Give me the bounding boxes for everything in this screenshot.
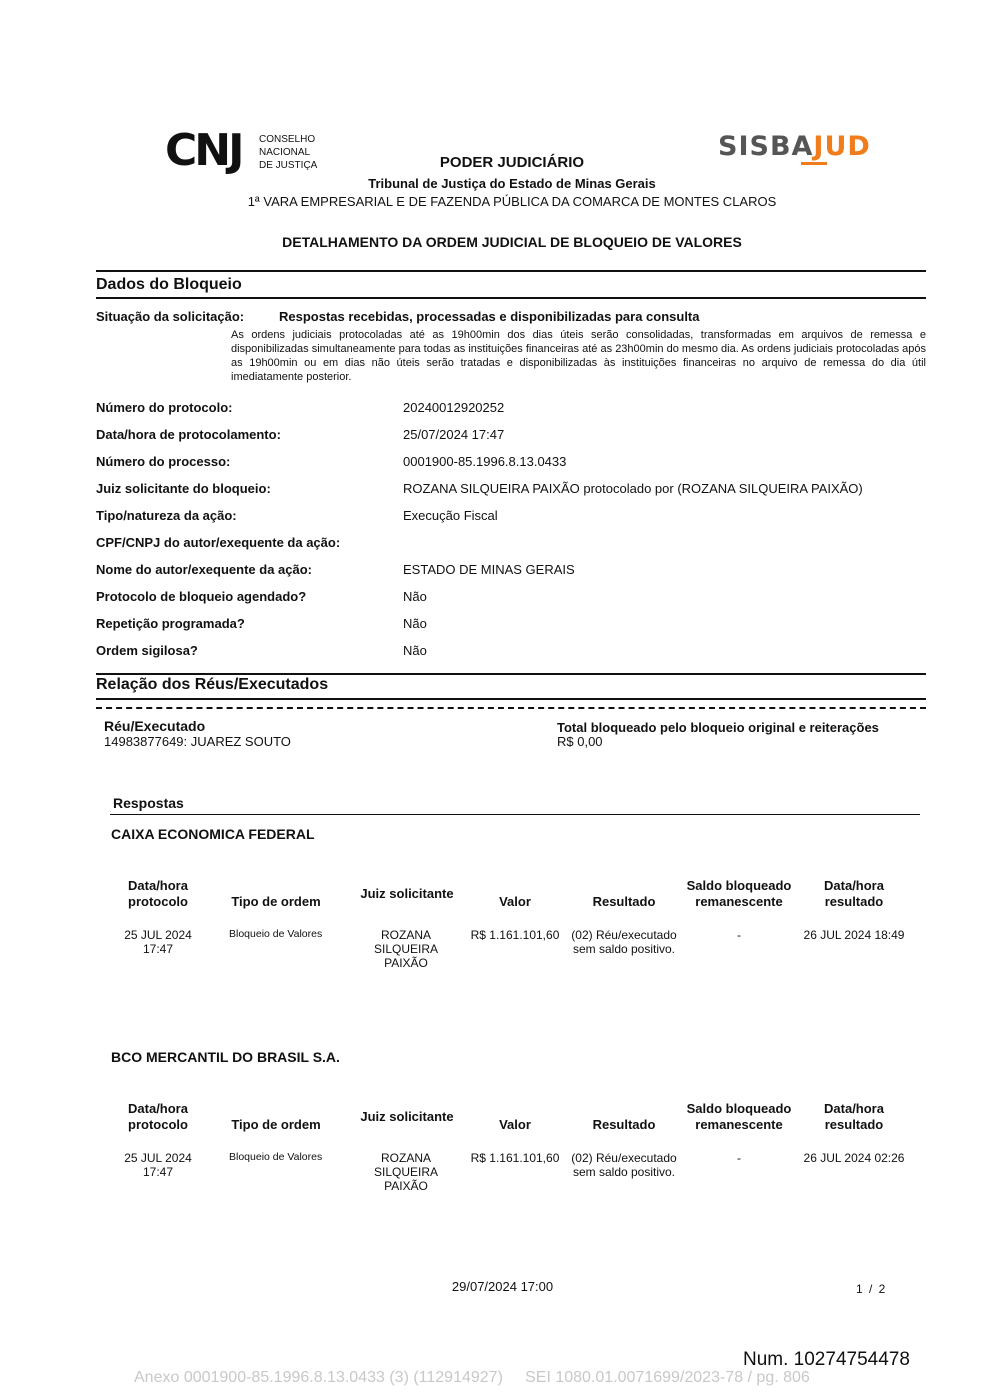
section-rule-top xyxy=(96,270,926,272)
field-value: ROZANA SILQUEIRA PAIXÃO protocolado por (ROZANA SILQUEIRA PAIXÃO) xyxy=(403,481,863,496)
document-number: Num. 10274754478 xyxy=(743,1349,910,1370)
field-value: Não xyxy=(403,589,427,604)
vara-heading: 1ª VARA EMPRESARIAL E DE FAZENDA PÚBLICA DA COMARCA DE MONTES CLAROS xyxy=(247,194,777,209)
cell-line: 17:47 xyxy=(142,1165,174,1179)
section-rule-bottom xyxy=(96,297,926,299)
cell-data-resultado: 26 JUL 2024 02:26 xyxy=(803,1151,905,1165)
col-header-tipo: Tipo de ordem xyxy=(231,894,321,909)
field-label: Protocolo de bloqueio agendado? xyxy=(96,589,307,604)
cell-line: 25 JUL 2024 xyxy=(124,1151,192,1165)
cell-tipo: Bloqueio de Valores xyxy=(229,1151,323,1163)
col-header-data-resultado xyxy=(800,1101,908,1133)
cell-line: 25 JUL 2024 xyxy=(124,928,192,942)
page-number: 1 / 2 xyxy=(856,1282,886,1296)
cell-tipo: Bloqueio de Valores xyxy=(229,928,323,940)
col-header-line: remanescente xyxy=(695,894,783,909)
cell-line: PAIXÃO xyxy=(384,1179,428,1193)
bank-name: BCO MERCANTIL DO BRASIL S.A. xyxy=(111,1049,340,1065)
cell-saldo: - xyxy=(737,1151,741,1165)
cell-line: PAIXÃO xyxy=(384,956,428,970)
cnj-mark: CNJ xyxy=(165,125,242,176)
bank-name: CAIXA ECONOMICA FEDERAL xyxy=(111,826,315,842)
reu-value: 14983877649: JUAREZ SOUTO xyxy=(104,734,291,749)
col-header-line: protocolo xyxy=(128,1117,188,1132)
field-value: 0001900-85.1996.8.13.0433 xyxy=(403,454,567,469)
sisbajud-logo-part-1: SISBA xyxy=(718,131,814,162)
field-label: Repetição programada? xyxy=(96,616,245,631)
field-value: 20240012920252 xyxy=(403,400,505,415)
cell-valor: R$ 1.161.101,60 xyxy=(470,1151,560,1165)
col-header-line: Data/hora xyxy=(824,1101,884,1116)
cnj-line-2: NACIONAL xyxy=(259,147,311,158)
col-header-line: protocolo xyxy=(128,894,188,909)
col-header-line: remanescente xyxy=(695,1117,783,1132)
respostas-title: Respostas xyxy=(113,795,184,811)
col-header-resultado: Resultado xyxy=(592,1117,656,1132)
cell-line: SILQUEIRA xyxy=(373,942,439,956)
col-header-line: resultado xyxy=(824,1117,884,1132)
cell-line: ROZANA xyxy=(380,928,431,942)
col-header-valor: Valor xyxy=(499,894,531,909)
col-header-saldo xyxy=(679,878,799,910)
col-header-saldo xyxy=(679,1101,799,1133)
cell-juiz xyxy=(356,1151,456,1193)
col-header-resultado: Resultado xyxy=(592,894,656,909)
reus-rule-bottom xyxy=(96,698,926,700)
cell-line: ROZANA xyxy=(380,1151,431,1165)
cell-line: (02) Réu/executado xyxy=(571,928,677,942)
situacao-note: As ordens judiciais protocoladas até as 19h00min dos dias úteis serão consolidadas, transformadas em arquivos de remessa e disponibilizadas simultaneamente para todas as instituições financeiras até as 23h00min do mesmo dia. As ordens judiciais protocoladas após as 19h00min ou em dias não úteis serão tratadas e disponibilizadas às instituições financeiras no arquivo de remessa do dia útil imediatamente posterior. xyxy=(231,329,926,383)
footer-datetime: 29/07/2024 17:00 xyxy=(451,1279,554,1294)
field-value: ESTADO DE MINAS GERAIS xyxy=(403,562,575,577)
field-label: Nome do autor/exequente da ação: xyxy=(96,562,312,577)
cell-juiz xyxy=(356,928,456,970)
cell-data-resultado: 26 JUL 2024 18:49 xyxy=(803,928,905,942)
respostas-rule xyxy=(110,814,920,815)
col-header-line: Data/hora xyxy=(824,878,884,893)
col-header-valor: Valor xyxy=(499,1117,531,1132)
field-label: Número do protocolo: xyxy=(96,400,233,415)
cell-line: 17:47 xyxy=(142,942,174,956)
cell-resultado xyxy=(564,1151,684,1179)
situacao-value: Respostas recebidas, processadas e disponibilizadas para consulta xyxy=(279,309,700,324)
cell-saldo: - xyxy=(737,928,741,942)
col-header-juiz: Juiz solicitante xyxy=(360,886,454,901)
col-header-line: resultado xyxy=(824,894,884,909)
tribunal-heading: Tribunal de Justiça do Estado de Minas Gerais xyxy=(368,176,656,191)
field-value: Execução Fiscal xyxy=(403,508,498,523)
dados-section-title: Dados do Bloqueio xyxy=(96,276,242,293)
reus-section-title: Relação dos Réus/Executados xyxy=(96,676,329,693)
document-title: DETALHAMENTO DA ORDEM JUDICIAL DE BLOQUEIO DE VALORES xyxy=(282,234,742,250)
reu-header: Réu/Executado xyxy=(104,718,206,734)
reus-dashed-divider xyxy=(96,707,926,709)
anexo-watermark: Anexo 0001900-85.1996.8.13.0433 (3) (112914927) SEI 1080.01.0071699/2023-78 / pg. 806 xyxy=(134,1369,810,1386)
field-value: 25/07/2024 17:47 xyxy=(403,427,505,442)
total-header: Total bloqueado pelo bloqueio original e reiterações xyxy=(557,720,879,735)
field-label: Número do processo: xyxy=(96,454,231,469)
cell-protocolo xyxy=(108,1151,208,1179)
col-header-tipo: Tipo de ordem xyxy=(231,1117,321,1132)
cell-resultado xyxy=(564,928,684,956)
situacao-label: Situação da solicitação: xyxy=(96,309,245,324)
col-header-protocolo xyxy=(108,1101,208,1133)
reus-rule-top xyxy=(96,673,926,675)
cnj-line-1: CONSELHO xyxy=(259,134,316,145)
col-header-line: Data/hora xyxy=(128,1101,188,1116)
col-header-line: Data/hora xyxy=(128,878,188,893)
field-value: Não xyxy=(403,643,427,658)
col-header-data-resultado xyxy=(800,878,908,910)
field-label: CPF/CNPJ do autor/exequente da ação: xyxy=(96,535,341,550)
cell-line: SILQUEIRA xyxy=(373,1165,439,1179)
total-value: R$ 0,00 xyxy=(557,734,603,749)
field-label: Ordem sigilosa? xyxy=(96,643,198,658)
cell-protocolo xyxy=(108,928,208,956)
col-header-line: Saldo bloqueado xyxy=(686,878,792,893)
cell-line: (02) Réu/executado xyxy=(571,1151,677,1165)
col-header-line: Saldo bloqueado xyxy=(686,1101,792,1116)
cell-line: sem saldo positivo. xyxy=(572,1165,676,1179)
field-label: Juiz solicitante do bloqueio: xyxy=(96,481,271,496)
cell-valor: R$ 1.161.101,60 xyxy=(470,928,560,942)
cnj-line-3: DE JUSTIÇA xyxy=(259,160,318,171)
poder-judiciario-heading: PODER JUDICIÁRIO xyxy=(439,154,585,171)
col-header-juiz: Juiz solicitante xyxy=(360,1109,454,1124)
sisbajud-logo-part-2: JUD xyxy=(813,131,871,162)
cell-line: sem saldo positivo. xyxy=(572,942,676,956)
field-value: Não xyxy=(403,616,427,631)
field-label: Data/hora de protocolamento: xyxy=(96,427,281,442)
col-header-protocolo xyxy=(108,878,208,910)
field-label: Tipo/natureza da ação: xyxy=(96,508,237,523)
